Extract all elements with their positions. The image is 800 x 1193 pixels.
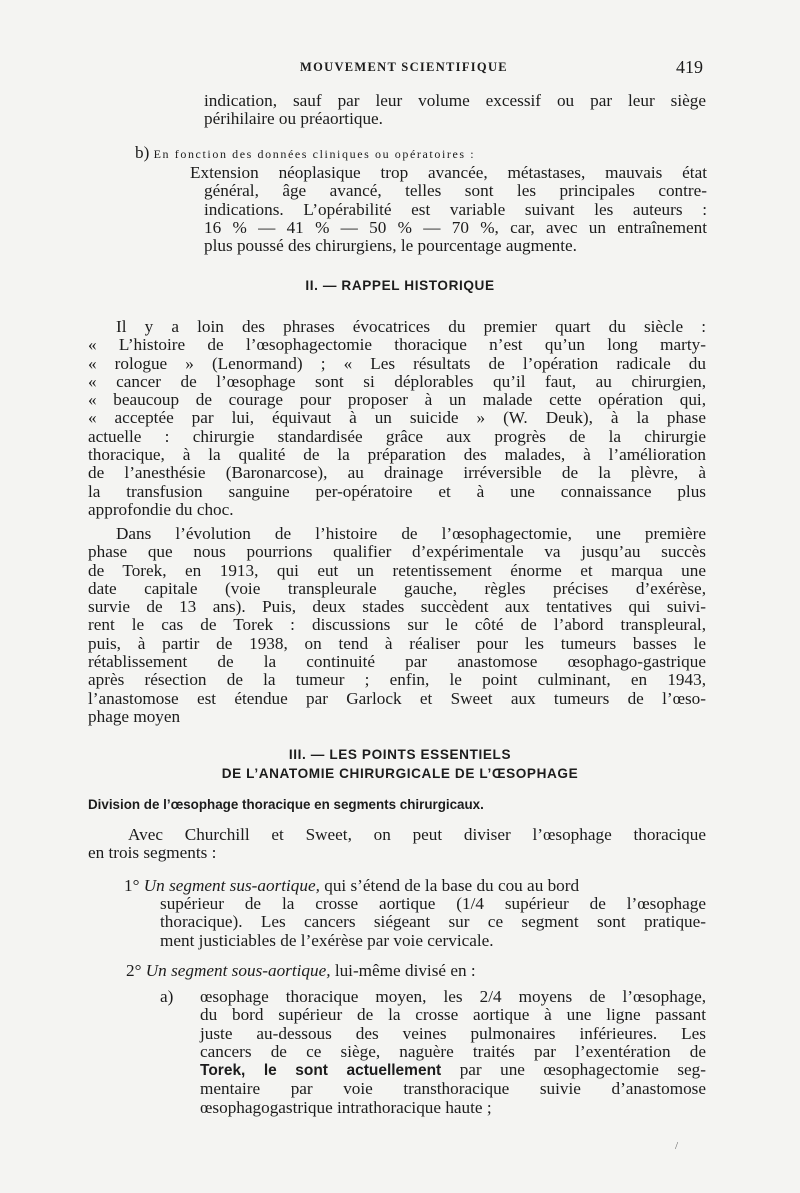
text-line: Dans l’évolution de l’histoire de l’œsophagectomie, une première — [116, 524, 706, 543]
page-header — [0, 58, 800, 82]
text-line: indication, sauf par leur volume excessif ou par leur siège — [204, 91, 706, 110]
text-line: œsophage thoracique moyen, les 2/4 moyens de l’œsophage, — [200, 987, 706, 1006]
item-b-marker: b) — [135, 143, 150, 162]
text-line: général, âge avancé, telles sont les principales contre- — [204, 181, 707, 201]
text-line: « beaucoup de courage pour proposer à un malade cette opération qui, — [88, 390, 706, 410]
text-line: après résection de la tumeur ; enfin, le point culminant, en 1943, — [88, 670, 706, 690]
item-1-paragraph — [160, 895, 706, 950]
text-line: du bord supérieur de la crosse aortique à une ligne passant — [200, 1005, 706, 1025]
text-line: survie de 13 ans). Puis, deux stades succèdent aux tentatives qui suivi- — [88, 597, 706, 617]
item-2a-marker: a) — [160, 987, 174, 1006]
text-line: en trois segments : — [88, 843, 217, 863]
text-line: rétablissement de la continuité par anastomose œsophago-gastrique — [88, 652, 706, 672]
item-b-title — [135, 144, 675, 163]
text-line: la transfusion sanguine per-opératoire et à une connaissance plus — [88, 481, 706, 501]
item-2-first-line — [126, 962, 716, 980]
section-3-intro — [88, 826, 706, 863]
text-line: date capitale (voie transpleurale gauche, règles précises d’exérèse, — [88, 578, 706, 598]
text-line: « cancer de l’œsophage sont si déplorables qu’il faut, au chirurgien, — [88, 371, 706, 391]
item-1-first-line — [124, 877, 714, 895]
text-line: phase que nous pourrions qualifier d’expérimentale va jusqu’au succès — [88, 542, 706, 562]
text-line: ment justiciables de l’exérèse par voie cervicale. — [160, 930, 494, 950]
bold-run: Torek, le sont actuellement — [200, 1062, 442, 1080]
text-line: mentaire par voie transthoracique suivie d’anastomose — [200, 1079, 706, 1099]
text-line: de Torek, en 1913, qui eut un retentissement énorme et marqua une — [88, 560, 706, 580]
running-title: MOUVEMENT SCIENTIFIQUE — [300, 60, 508, 74]
item-2-marker: 2° — [126, 961, 142, 980]
text-line: juste au-dessous des veines pulmonaires inférieures. Les — [200, 1023, 706, 1043]
section-3-heading-line-1: III. — LES POINTS ESSENTIELS — [288, 747, 512, 762]
text-line: rent le cas de Torek : discussions sur le côté de l’abord transpleural, — [88, 615, 706, 635]
section-2-paragraph-1 — [88, 318, 706, 519]
text-line: thoracique). Les cancers siégeant sur ce segment sont pratique- — [160, 912, 706, 932]
stray-mark: / — [675, 1140, 679, 1152]
text-line: indications. L’opérabilité est variable suivant les auteurs : — [204, 199, 707, 219]
item-b-heading: En fonction des données cliniques ou opératoires : — [153, 147, 476, 161]
text-line: Il y a loin des phrases évocatrices du premier quart du siècle : — [116, 317, 706, 336]
text-line: Extension néoplasique trop avancée, métastases, mauvais état — [190, 163, 707, 182]
item-2a-paragraph — [200, 988, 706, 1117]
text-line: thoracique, à la qualité de la préparation des malades, à l’amélioration — [88, 445, 706, 465]
text-line: « L’histoire de l’œsophagectomie thoracique n’est qu’un long marty- — [88, 335, 706, 355]
item-1-title: Un segment sus-aortique, — [143, 876, 320, 895]
text-line: plus poussé des chirurgiens, le pourcentage augmente. — [204, 236, 577, 256]
page-number: 419 — [676, 57, 703, 77]
item-2-line1-rest: lui-même divisé en : — [330, 961, 476, 980]
text-line: œsophagogastrique intrathoracique haute ; — [200, 1097, 492, 1117]
text-line: puis, à partir de 1938, on tend à réaliser pour les tumeurs basses le — [88, 633, 706, 653]
item-b-paragraph — [190, 164, 707, 255]
text-line: 16 % — 41 % — 50 % — 70 %, car, avec un entraînement — [204, 217, 707, 237]
text-line: phage moyen — [88, 706, 181, 726]
section-3-subheading: Division de l’œsophage thoracique en segments chirurgicaux. — [88, 797, 484, 812]
text-line: cancers de ce siège, naguère traités par l’exentération de — [200, 1041, 706, 1061]
text-line: « rologue » (Lenormand) ; « Les résultats de l’opération radicale du — [88, 353, 706, 373]
item-1-line1-rest: qui s’étend de la base du cou au bord — [319, 876, 580, 895]
section-2-paragraph-2 — [88, 525, 706, 726]
text-line: « acceptée par lui, équivaut à un suicide » (W. Deuk), à la phase — [88, 408, 706, 428]
line-5-rest: par une œsophagectomie seg- — [441, 1060, 707, 1080]
text-line: Avec Churchill et Sweet, on peut diviser l’œsophage thoracique — [128, 825, 706, 844]
section-3-heading-line-2: DE L’ANATOMIE CHIRURGICALE DE L’ŒSOPHAGE — [221, 766, 579, 781]
text-line: de l’anesthésie (Baronarcose), au drainage irréversible de la plèvre, à — [88, 463, 706, 483]
text-line: actuelle : chirurgie standardisée grâce aux progrès de la chirurgie — [88, 426, 706, 446]
text-line: l’anastomose est étendue par Garlock et Sweet aux tumeurs de l’œso- — [88, 688, 706, 708]
section-2-heading: II. — RAPPEL HISTORIQUE — [305, 278, 495, 293]
text-line: périhilaire ou préaortique. — [204, 109, 383, 129]
text-line: approfondie du choc. — [88, 499, 234, 519]
text-line-with-bold-run — [200, 1061, 706, 1080]
intro-paragraph — [204, 92, 706, 129]
text-line: supérieur de la crosse aortique (1/4 supérieur de l’œsophage — [160, 894, 706, 913]
item-1-marker: 1° — [124, 876, 140, 895]
item-2-title: Un segment sous-aortique, — [145, 961, 331, 980]
